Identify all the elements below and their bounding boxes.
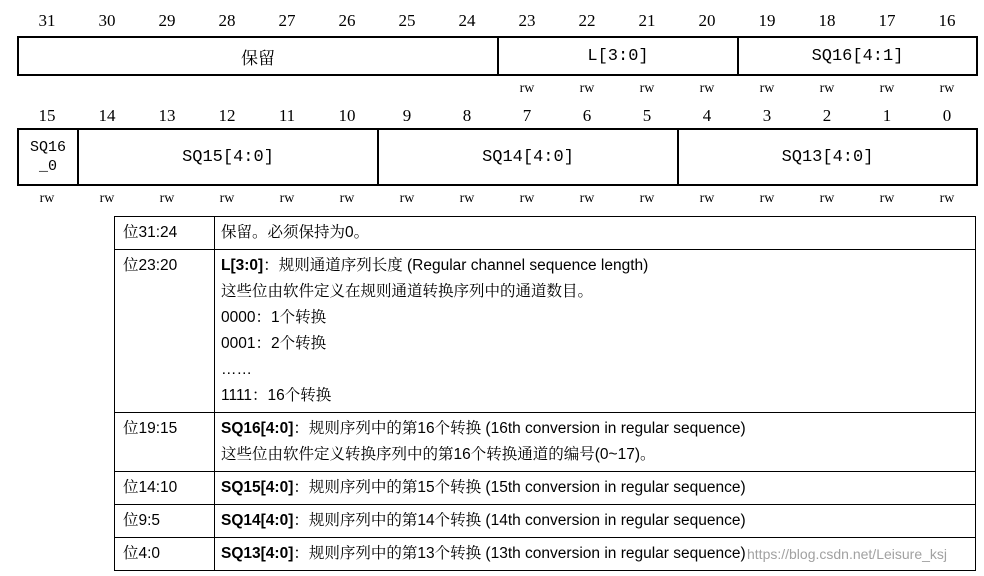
description-heading bbox=[221, 475, 969, 501]
field-sq15 bbox=[77, 128, 379, 186]
bit-number: 22 bbox=[578, 11, 596, 30]
access-type: rw bbox=[399, 191, 415, 206]
bit-number: 17 bbox=[878, 11, 896, 30]
description-line: 0001：2个转换 bbox=[221, 335, 327, 352]
access-type: rw bbox=[39, 191, 55, 206]
access-type: rw bbox=[699, 191, 715, 206]
bit-number: 15 bbox=[38, 106, 56, 125]
access-type: rw bbox=[819, 191, 835, 206]
table-row bbox=[115, 413, 976, 472]
access-type: rw bbox=[699, 81, 715, 96]
field-label: SQ13[4:0] bbox=[781, 147, 874, 167]
access-type: rw bbox=[219, 191, 235, 206]
field-name: SQ16[4:0] bbox=[221, 420, 294, 437]
access-type: rw bbox=[639, 81, 655, 96]
description-text: 保留。必须保持为0。 bbox=[221, 224, 370, 241]
access-type: rw bbox=[879, 81, 895, 96]
description-text: ：规则序列中的第16个转换 (16th conversion in regular sequence) bbox=[293, 420, 746, 437]
bit-number: 3 bbox=[762, 106, 772, 125]
access-type: rw bbox=[759, 81, 775, 96]
field-label-bottom: _0 bbox=[38, 158, 57, 175]
table-row bbox=[115, 250, 976, 413]
bit-number: 24 bbox=[458, 11, 476, 30]
bit-number: 10 bbox=[338, 106, 356, 125]
bit-number: 23 bbox=[518, 11, 536, 30]
access-type: rw bbox=[519, 191, 535, 206]
bit-description-table bbox=[114, 216, 976, 571]
field-name: L[3:0] bbox=[221, 257, 264, 274]
field-name: SQ15[4:0] bbox=[221, 479, 294, 496]
bit-number: 12 bbox=[218, 106, 236, 125]
table-row bbox=[115, 505, 976, 538]
access-type: rw bbox=[159, 191, 175, 206]
field-label: SQ16[4:1] bbox=[811, 46, 904, 66]
field-sq14 bbox=[377, 128, 679, 186]
bit-number: 18 bbox=[818, 11, 836, 30]
bit-number: 1 bbox=[882, 106, 892, 125]
description-text: ：规则序列中的第13个转换 (13th conversion in regular sequence) bbox=[293, 545, 746, 562]
bit-number: 6 bbox=[582, 106, 592, 125]
description-text: ：规则序列中的第14个转换 (14th conversion in regular sequence) bbox=[293, 512, 746, 529]
bit-range: 位23:20 bbox=[115, 250, 215, 413]
access-type: rw bbox=[879, 191, 895, 206]
field-label: 保留 bbox=[241, 48, 275, 69]
description-line: …… bbox=[221, 361, 252, 378]
access-type: rw bbox=[579, 191, 595, 206]
description-heading bbox=[221, 508, 969, 534]
description-line: 1111：16个转换 bbox=[221, 387, 332, 404]
access-type: rw bbox=[279, 191, 295, 206]
bit-description bbox=[215, 472, 976, 505]
bit-number: 29 bbox=[158, 11, 176, 30]
bit-number: 8 bbox=[462, 106, 472, 125]
bit-range: 位4:0 bbox=[115, 538, 215, 571]
field-sq16-bit0 bbox=[17, 128, 79, 186]
access-type: rw bbox=[639, 191, 655, 206]
bit-number: 11 bbox=[278, 106, 296, 125]
description-line: 这些位由软件定义转换序列中的第16个转换通道的编号(0~17)。 bbox=[221, 446, 656, 463]
access-type: rw bbox=[759, 191, 775, 206]
bit-number: 21 bbox=[638, 11, 656, 30]
description-text: ：规则序列中的第15个转换 (15th conversion in regular sequence) bbox=[293, 479, 746, 496]
field-name: SQ13[4:0] bbox=[221, 545, 294, 562]
field-label-top: SQ16 bbox=[29, 139, 66, 156]
bit-number: 20 bbox=[698, 11, 716, 30]
bit-number: 19 bbox=[758, 11, 776, 30]
bit-range: 位9:5 bbox=[115, 505, 215, 538]
bit-number: 27 bbox=[278, 11, 296, 30]
description-line: 这些位由软件定义在规则通道转换序列中的通道数目。 bbox=[221, 283, 594, 300]
bit-number: 26 bbox=[338, 11, 356, 30]
access-type: rw bbox=[99, 191, 115, 206]
access-type: rw bbox=[939, 191, 955, 206]
bit-number: 13 bbox=[158, 106, 176, 125]
bit-description bbox=[215, 250, 976, 413]
bit-number: 5 bbox=[642, 106, 652, 125]
field-reserved bbox=[17, 36, 499, 76]
bit-number: 30 bbox=[98, 11, 116, 30]
bit-description bbox=[215, 217, 976, 250]
bit-number: 28 bbox=[218, 11, 236, 30]
bit-range: 位14:10 bbox=[115, 472, 215, 505]
bit-number: 0 bbox=[942, 106, 952, 125]
bit-number: 31 bbox=[38, 11, 56, 30]
bit-number: 4 bbox=[702, 106, 712, 125]
bit-description bbox=[215, 505, 976, 538]
bit-range: 位31:24 bbox=[115, 217, 215, 250]
table-row bbox=[115, 217, 976, 250]
access-type: rw bbox=[819, 81, 835, 96]
access-type: rw bbox=[339, 191, 355, 206]
description-text: ：规则通道序列长度 (Regular channel sequence length) bbox=[263, 257, 649, 274]
bit-number: 7 bbox=[522, 106, 532, 125]
field-sq16-high bbox=[737, 36, 978, 76]
table-row bbox=[115, 472, 976, 505]
field-l bbox=[497, 36, 739, 76]
bit-range: 位19:15 bbox=[115, 413, 215, 472]
description-line: 0000：1个转换 bbox=[221, 309, 327, 326]
access-type: rw bbox=[519, 81, 535, 96]
watermark: https://blog.csdn.net/Leisure_ksj bbox=[747, 546, 948, 562]
field-label: SQ15[4:0] bbox=[182, 147, 274, 167]
access-type: rw bbox=[579, 81, 595, 96]
description-heading bbox=[221, 416, 969, 442]
bit-number: 16 bbox=[938, 11, 956, 30]
field-label: SQ14[4:0] bbox=[482, 147, 574, 167]
bit-number: 9 bbox=[402, 106, 412, 125]
bit-description bbox=[215, 413, 976, 472]
access-type: rw bbox=[939, 81, 955, 96]
description-heading bbox=[221, 253, 969, 279]
field-name: SQ14[4:0] bbox=[221, 512, 294, 529]
access-type: rw bbox=[459, 191, 475, 206]
bit-number: 25 bbox=[398, 11, 416, 30]
field-label: L[3:0] bbox=[587, 46, 649, 66]
field-sq13 bbox=[677, 128, 978, 186]
bit-number: 14 bbox=[98, 106, 116, 125]
bit-number: 2 bbox=[822, 106, 832, 125]
